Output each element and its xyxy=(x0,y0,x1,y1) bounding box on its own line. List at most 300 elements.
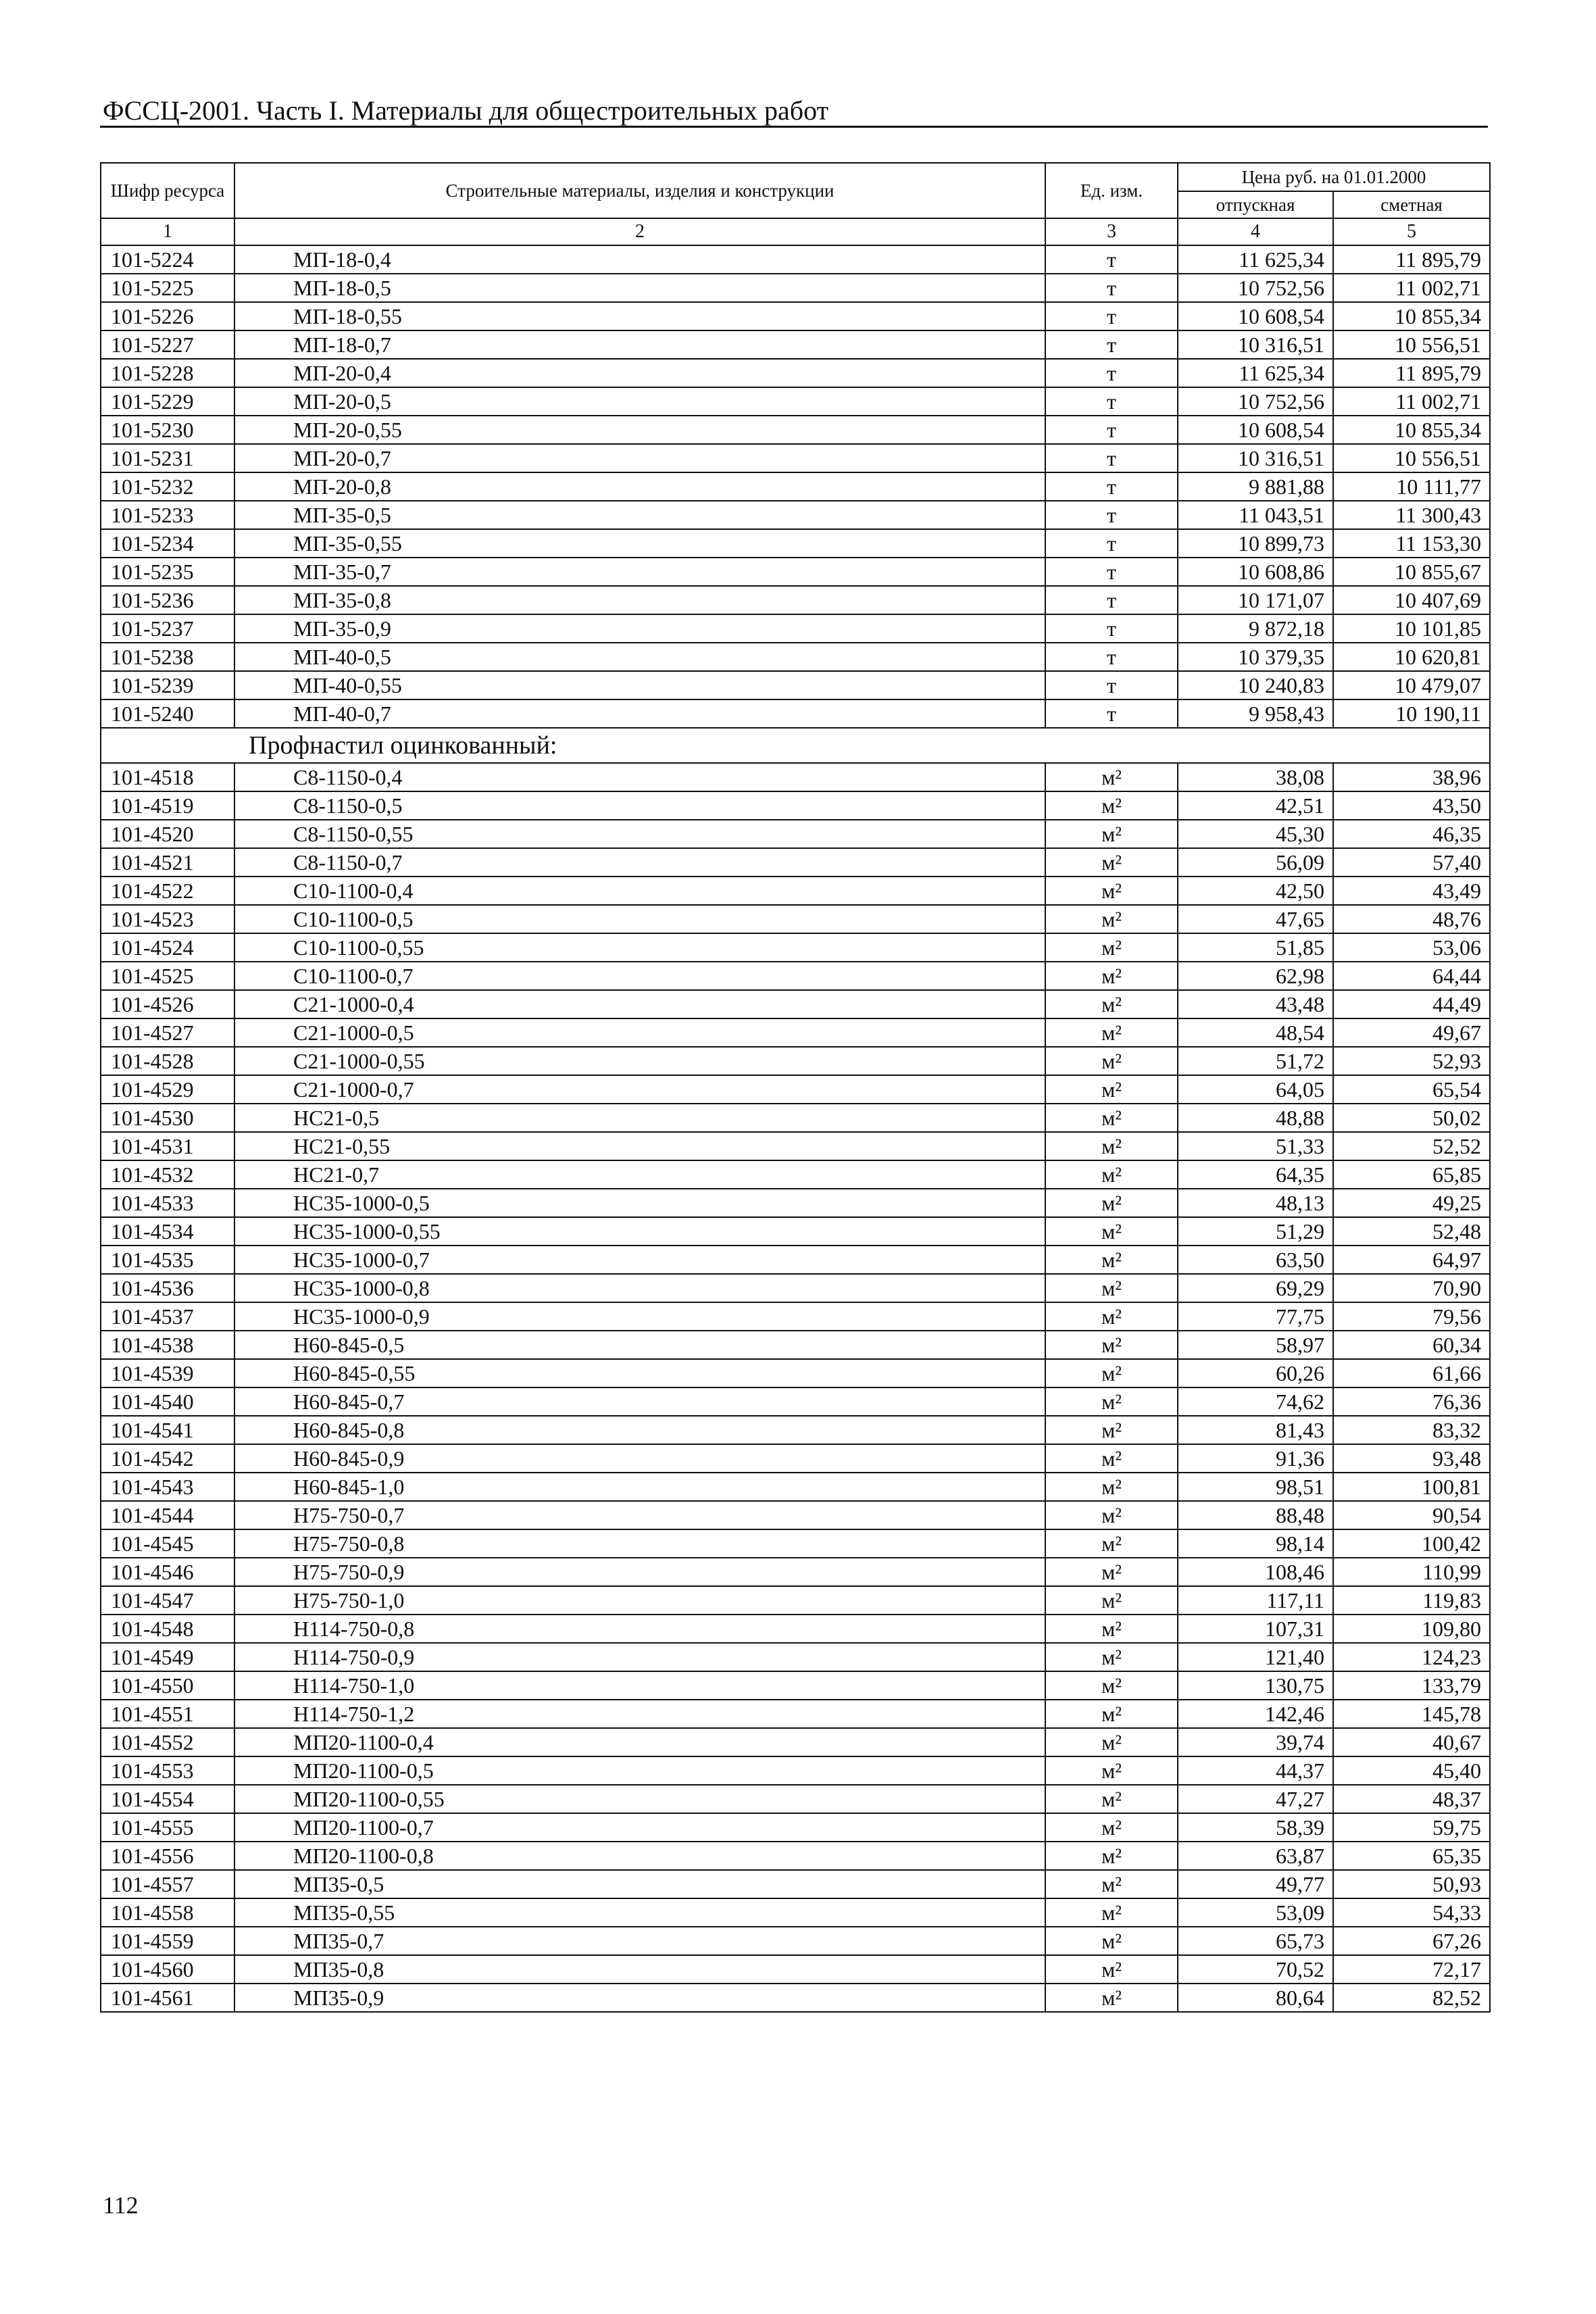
estimate-price-cell: 61,66 xyxy=(1333,1359,1490,1387)
table-row xyxy=(101,1359,1490,1387)
estimate-price-cell: 10 190,11 xyxy=(1333,699,1490,728)
table-row xyxy=(101,1018,1490,1047)
table-row xyxy=(101,529,1490,558)
table-row xyxy=(101,671,1490,699)
unit-cell: м² xyxy=(1045,1927,1178,1955)
page-header-title: ФССЦ-2001. Часть I. Материалы для общестроительных работ xyxy=(103,95,829,126)
resource-code-cell: 101-4538 xyxy=(101,1331,234,1359)
table-row xyxy=(101,962,1490,990)
release-price-cell: 53,09 xyxy=(1178,1898,1333,1927)
material-name-cell: Н60-845-0,55 xyxy=(234,1359,1045,1387)
release-price-cell: 47,27 xyxy=(1178,1785,1333,1813)
table-row xyxy=(101,1387,1490,1416)
table-row xyxy=(101,1671,1490,1700)
column-header-code: Шифр ресурса xyxy=(101,163,234,218)
material-name-cell: МП35-0,5 xyxy=(234,1870,1045,1898)
material-name-cell: НС21-0,7 xyxy=(234,1160,1045,1189)
unit-cell: м² xyxy=(1045,1359,1178,1387)
estimate-price-cell: 10 111,77 xyxy=(1333,472,1490,501)
release-price-cell: 11 625,34 xyxy=(1178,245,1333,274)
resource-code-cell: 101-4545 xyxy=(101,1529,234,1558)
resource-code-cell: 101-4542 xyxy=(101,1444,234,1473)
estimate-price-cell: 10 855,34 xyxy=(1333,302,1490,330)
release-price-cell: 91,36 xyxy=(1178,1444,1333,1473)
material-name-cell: С8-1150-0,55 xyxy=(234,820,1045,848)
table-row xyxy=(101,1643,1490,1671)
unit-cell: т xyxy=(1045,614,1178,643)
unit-cell: м² xyxy=(1045,820,1178,848)
unit-cell: т xyxy=(1045,387,1178,416)
table-row xyxy=(101,1785,1490,1813)
resource-code-cell: 101-4540 xyxy=(101,1387,234,1416)
resource-code-cell: 101-4547 xyxy=(101,1586,234,1615)
table-row xyxy=(101,444,1490,472)
unit-cell: м² xyxy=(1045,848,1178,877)
estimate-price-cell: 10 855,34 xyxy=(1333,416,1490,444)
release-price-cell: 11 625,34 xyxy=(1178,359,1333,387)
resource-code-cell: 101-5240 xyxy=(101,699,234,728)
column-number: 4 xyxy=(1178,218,1333,245)
resource-code-cell: 101-4526 xyxy=(101,990,234,1018)
table-row xyxy=(101,905,1490,933)
unit-cell: м² xyxy=(1045,1274,1178,1302)
unit-cell: т xyxy=(1045,472,1178,501)
material-name-cell: Н60-845-0,7 xyxy=(234,1387,1045,1416)
resource-code-cell: 101-5224 xyxy=(101,245,234,274)
release-price-cell: 10 608,54 xyxy=(1178,416,1333,444)
release-price-cell: 130,75 xyxy=(1178,1671,1333,1700)
section-row xyxy=(101,728,1490,763)
release-price-cell: 60,26 xyxy=(1178,1359,1333,1387)
unit-cell: м² xyxy=(1045,1246,1178,1274)
resource-code-cell: 101-5238 xyxy=(101,643,234,671)
release-price-cell: 45,30 xyxy=(1178,820,1333,848)
column-header-release-price: отпускная xyxy=(1178,191,1333,218)
table-row xyxy=(101,848,1490,877)
material-name-cell: МП-35-0,8 xyxy=(234,586,1045,614)
material-name-cell: Н60-845-0,5 xyxy=(234,1331,1045,1359)
resource-code-cell: 101-4557 xyxy=(101,1870,234,1898)
table-row xyxy=(101,1331,1490,1359)
release-price-cell: 51,72 xyxy=(1178,1047,1333,1075)
material-name-cell: НС21-0,55 xyxy=(234,1132,1045,1160)
material-name-cell: МП-40-0,7 xyxy=(234,699,1045,728)
table-row xyxy=(101,1132,1490,1160)
material-name-cell: НС35-1000-0,5 xyxy=(234,1189,1045,1217)
resource-code-cell: 101-4519 xyxy=(101,791,234,820)
estimate-price-cell: 10 479,07 xyxy=(1333,671,1490,699)
unit-cell: м² xyxy=(1045,1529,1178,1558)
resource-code-cell: 101-4558 xyxy=(101,1898,234,1927)
release-price-cell: 70,52 xyxy=(1178,1955,1333,1984)
material-name-cell: С10-1100-0,7 xyxy=(234,962,1045,990)
resource-code-cell: 101-5229 xyxy=(101,387,234,416)
estimate-price-cell: 119,83 xyxy=(1333,1586,1490,1615)
release-price-cell: 49,77 xyxy=(1178,1870,1333,1898)
material-name-cell: С8-1150-0,5 xyxy=(234,791,1045,820)
unit-cell: м² xyxy=(1045,791,1178,820)
unit-cell: м² xyxy=(1045,1104,1178,1132)
unit-cell: м² xyxy=(1045,1501,1178,1529)
unit-cell: м² xyxy=(1045,1132,1178,1160)
unit-cell: т xyxy=(1045,245,1178,274)
section-row-group xyxy=(101,728,1490,763)
estimate-price-cell: 49,25 xyxy=(1333,1189,1490,1217)
material-name-cell: С10-1100-0,55 xyxy=(234,933,1045,962)
resource-code-cell: 101-4534 xyxy=(101,1217,234,1246)
release-price-cell: 121,40 xyxy=(1178,1643,1333,1671)
table-row xyxy=(101,1870,1490,1898)
release-price-cell: 42,50 xyxy=(1178,877,1333,905)
estimate-price-cell: 133,79 xyxy=(1333,1671,1490,1700)
table-row xyxy=(101,820,1490,848)
resource-code-cell: 101-4521 xyxy=(101,848,234,877)
table-row xyxy=(101,1189,1490,1217)
resource-code-cell: 101-4556 xyxy=(101,1842,234,1870)
unit-cell: м² xyxy=(1045,1189,1178,1217)
table-row xyxy=(101,274,1490,302)
material-name-cell: Н114-750-1,0 xyxy=(234,1671,1045,1700)
unit-cell: м² xyxy=(1045,1984,1178,2012)
unit-cell: т xyxy=(1045,558,1178,586)
resource-code-cell: 101-4552 xyxy=(101,1728,234,1756)
table-header xyxy=(101,163,1490,245)
release-price-cell: 63,50 xyxy=(1178,1246,1333,1274)
unit-cell: м² xyxy=(1045,763,1178,791)
unit-cell: м² xyxy=(1045,1700,1178,1728)
table-row xyxy=(101,990,1490,1018)
resource-code-cell: 101-5233 xyxy=(101,501,234,529)
table-row xyxy=(101,1274,1490,1302)
resource-code-cell: 101-4527 xyxy=(101,1018,234,1047)
material-name-cell: С8-1150-0,4 xyxy=(234,763,1045,791)
release-price-cell: 98,51 xyxy=(1178,1473,1333,1501)
release-price-cell: 51,85 xyxy=(1178,933,1333,962)
unit-cell: м² xyxy=(1045,877,1178,905)
release-price-cell: 80,64 xyxy=(1178,1984,1333,2012)
estimate-price-cell: 60,34 xyxy=(1333,1331,1490,1359)
estimate-price-cell: 70,90 xyxy=(1333,1274,1490,1302)
resource-code-cell: 101-4543 xyxy=(101,1473,234,1501)
unit-cell: м² xyxy=(1045,1217,1178,1246)
resource-code-cell: 101-4544 xyxy=(101,1501,234,1529)
estimate-price-cell: 76,36 xyxy=(1333,1387,1490,1416)
price-table xyxy=(100,162,1491,2013)
material-name-cell: Н75-750-0,9 xyxy=(234,1558,1045,1586)
material-name-cell: С10-1100-0,5 xyxy=(234,905,1045,933)
unit-cell: м² xyxy=(1045,905,1178,933)
release-price-cell: 51,33 xyxy=(1178,1132,1333,1160)
unit-cell: м² xyxy=(1045,1785,1178,1813)
estimate-price-cell: 43,50 xyxy=(1333,791,1490,820)
resource-code-cell: 101-4525 xyxy=(101,962,234,990)
material-name-cell: МП-18-0,4 xyxy=(234,245,1045,274)
table-row xyxy=(101,558,1490,586)
resource-code-cell: 101-4551 xyxy=(101,1700,234,1728)
estimate-price-cell: 10 407,69 xyxy=(1333,586,1490,614)
estimate-price-cell: 100,81 xyxy=(1333,1473,1490,1501)
table-row xyxy=(101,586,1490,614)
unit-cell: т xyxy=(1045,359,1178,387)
resource-code-cell: 101-4548 xyxy=(101,1615,234,1643)
estimate-price-cell: 11 300,43 xyxy=(1333,501,1490,529)
release-price-cell: 10 171,07 xyxy=(1178,586,1333,614)
estimate-price-cell: 44,49 xyxy=(1333,990,1490,1018)
release-price-cell: 65,73 xyxy=(1178,1927,1333,1955)
resource-code-cell: 101-4524 xyxy=(101,933,234,962)
resource-code-cell: 101-4532 xyxy=(101,1160,234,1189)
material-name-cell: Н60-845-0,9 xyxy=(234,1444,1045,1473)
estimate-price-cell: 65,35 xyxy=(1333,1842,1490,1870)
release-price-cell: 47,65 xyxy=(1178,905,1333,933)
estimate-price-cell: 45,40 xyxy=(1333,1756,1490,1785)
estimate-price-cell: 10 855,67 xyxy=(1333,558,1490,586)
release-price-cell: 74,62 xyxy=(1178,1387,1333,1416)
column-number: 1 xyxy=(101,218,234,245)
resource-code-cell: 101-4539 xyxy=(101,1359,234,1387)
unit-cell: т xyxy=(1045,444,1178,472)
estimate-price-cell: 124,23 xyxy=(1333,1643,1490,1671)
material-name-cell: Н75-750-0,8 xyxy=(234,1529,1045,1558)
material-name-cell: МП-20-0,8 xyxy=(234,472,1045,501)
table-body-profiled-sheet xyxy=(101,763,1490,2012)
unit-cell: т xyxy=(1045,274,1178,302)
table-row xyxy=(101,359,1490,387)
material-name-cell: Н75-750-0,7 xyxy=(234,1501,1045,1529)
material-name-cell: НС21-0,5 xyxy=(234,1104,1045,1132)
release-price-cell: 10 899,73 xyxy=(1178,529,1333,558)
resource-code-cell: 101-5225 xyxy=(101,274,234,302)
estimate-price-cell: 72,17 xyxy=(1333,1955,1490,1984)
material-name-cell: МП-40-0,55 xyxy=(234,671,1045,699)
release-price-cell: 43,48 xyxy=(1178,990,1333,1018)
release-price-cell: 64,35 xyxy=(1178,1160,1333,1189)
estimate-price-cell: 83,32 xyxy=(1333,1416,1490,1444)
estimate-price-cell: 64,44 xyxy=(1333,962,1490,990)
table-row xyxy=(101,1416,1490,1444)
table-row xyxy=(101,1615,1490,1643)
table-row xyxy=(101,245,1490,274)
release-price-cell: 10 316,51 xyxy=(1178,330,1333,359)
unit-cell: м² xyxy=(1045,1955,1178,1984)
release-price-cell: 117,11 xyxy=(1178,1586,1333,1615)
table-row xyxy=(101,387,1490,416)
resource-code-cell: 101-4553 xyxy=(101,1756,234,1785)
unit-cell: м² xyxy=(1045,1728,1178,1756)
material-name-cell: С10-1100-0,4 xyxy=(234,877,1045,905)
resource-code-cell: 101-4541 xyxy=(101,1416,234,1444)
material-name-cell: МП-40-0,5 xyxy=(234,643,1045,671)
estimate-price-cell: 110,99 xyxy=(1333,1558,1490,1586)
estimate-price-cell: 10 556,51 xyxy=(1333,330,1490,359)
resource-code-cell: 101-5235 xyxy=(101,558,234,586)
estimate-price-cell: 38,96 xyxy=(1333,763,1490,791)
estimate-price-cell: 65,54 xyxy=(1333,1075,1490,1104)
release-price-cell: 48,54 xyxy=(1178,1018,1333,1047)
release-price-cell: 9 958,43 xyxy=(1178,699,1333,728)
material-name-cell: МП-18-0,5 xyxy=(234,274,1045,302)
unit-cell: м² xyxy=(1045,962,1178,990)
release-price-cell: 98,14 xyxy=(1178,1529,1333,1558)
table-row xyxy=(101,933,1490,962)
table-row xyxy=(101,1444,1490,1473)
column-header-name: Строительные материалы, изделия и конструкции xyxy=(234,163,1045,218)
release-price-cell: 108,46 xyxy=(1178,1558,1333,1586)
unit-cell: т xyxy=(1045,643,1178,671)
table-row xyxy=(101,1842,1490,1870)
release-price-cell: 10 316,51 xyxy=(1178,444,1333,472)
resource-code-cell: 101-4523 xyxy=(101,905,234,933)
estimate-price-cell: 64,97 xyxy=(1333,1246,1490,1274)
unit-cell: м² xyxy=(1045,1870,1178,1898)
unit-cell: т xyxy=(1045,586,1178,614)
resource-code-cell: 101-4522 xyxy=(101,877,234,905)
release-price-cell: 81,43 xyxy=(1178,1416,1333,1444)
material-name-cell: НС35-1000-0,8 xyxy=(234,1274,1045,1302)
column-number-row xyxy=(101,218,1490,245)
material-name-cell: МП35-0,8 xyxy=(234,1955,1045,1984)
material-name-cell: МП-35-0,7 xyxy=(234,558,1045,586)
estimate-price-cell: 50,93 xyxy=(1333,1870,1490,1898)
unit-cell: т xyxy=(1045,529,1178,558)
unit-cell: т xyxy=(1045,302,1178,330)
resource-code-cell: 101-4528 xyxy=(101,1047,234,1075)
release-price-cell: 10 608,86 xyxy=(1178,558,1333,586)
estimate-price-cell: 145,78 xyxy=(1333,1700,1490,1728)
release-price-cell: 44,37 xyxy=(1178,1756,1333,1785)
release-price-cell: 58,97 xyxy=(1178,1331,1333,1359)
estimate-price-cell: 53,06 xyxy=(1333,933,1490,962)
estimate-price-cell: 11 895,79 xyxy=(1333,245,1490,274)
unit-cell: м² xyxy=(1045,1842,1178,1870)
unit-cell: м² xyxy=(1045,1473,1178,1501)
estimate-price-cell: 82,52 xyxy=(1333,1984,1490,2012)
resource-code-cell: 101-5226 xyxy=(101,302,234,330)
resource-code-cell: 101-4537 xyxy=(101,1302,234,1331)
material-name-cell: МП-20-0,7 xyxy=(234,444,1045,472)
table-row xyxy=(101,1075,1490,1104)
material-name-cell: С21-1000-0,5 xyxy=(234,1018,1045,1047)
table-row xyxy=(101,1473,1490,1501)
material-name-cell: МП-20-0,5 xyxy=(234,387,1045,416)
estimate-price-cell: 109,80 xyxy=(1333,1615,1490,1643)
material-name-cell: С21-1000-0,7 xyxy=(234,1075,1045,1104)
table-row xyxy=(101,1104,1490,1132)
column-header-unit: Ед. изм. xyxy=(1045,163,1178,218)
table-row xyxy=(101,1302,1490,1331)
table-row xyxy=(101,1898,1490,1927)
release-price-cell: 48,13 xyxy=(1178,1189,1333,1217)
unit-cell: м² xyxy=(1045,1671,1178,1700)
estimate-price-cell: 100,42 xyxy=(1333,1529,1490,1558)
column-number: 2 xyxy=(234,218,1045,245)
resource-code-cell: 101-4533 xyxy=(101,1189,234,1217)
table-row xyxy=(101,614,1490,643)
table-row xyxy=(101,1558,1490,1586)
unit-cell: т xyxy=(1045,671,1178,699)
material-name-cell: МП20-1100-0,8 xyxy=(234,1842,1045,1870)
material-name-cell: МП20-1100-0,55 xyxy=(234,1785,1045,1813)
release-price-cell: 69,29 xyxy=(1178,1274,1333,1302)
table-row xyxy=(101,1160,1490,1189)
release-price-cell: 10 752,56 xyxy=(1178,274,1333,302)
resource-code-cell: 101-4559 xyxy=(101,1927,234,1955)
release-price-cell: 56,09 xyxy=(1178,848,1333,877)
estimate-price-cell: 79,56 xyxy=(1333,1302,1490,1331)
column-header-price: Цена руб. на 01.01.2000 xyxy=(1178,163,1490,191)
estimate-price-cell: 10 101,85 xyxy=(1333,614,1490,643)
release-price-cell: 11 043,51 xyxy=(1178,501,1333,529)
material-name-cell: С8-1150-0,7 xyxy=(234,848,1045,877)
release-price-cell: 39,74 xyxy=(1178,1728,1333,1756)
estimate-price-cell: 48,37 xyxy=(1333,1785,1490,1813)
resource-code-cell: 101-4536 xyxy=(101,1274,234,1302)
estimate-price-cell: 10 556,51 xyxy=(1333,444,1490,472)
material-name-cell: Н60-845-1,0 xyxy=(234,1473,1045,1501)
unit-cell: м² xyxy=(1045,1615,1178,1643)
release-price-cell: 64,05 xyxy=(1178,1075,1333,1104)
table-row xyxy=(101,1501,1490,1529)
resource-code-cell: 101-5232 xyxy=(101,472,234,501)
release-price-cell: 88,48 xyxy=(1178,1501,1333,1529)
unit-cell: м² xyxy=(1045,1160,1178,1189)
unit-cell: м² xyxy=(1045,1558,1178,1586)
release-price-cell: 10 379,35 xyxy=(1178,643,1333,671)
estimate-price-cell: 52,52 xyxy=(1333,1132,1490,1160)
unit-cell: м² xyxy=(1045,1302,1178,1331)
release-price-cell: 51,29 xyxy=(1178,1217,1333,1246)
table-row xyxy=(101,1728,1490,1756)
release-price-cell: 38,08 xyxy=(1178,763,1333,791)
unit-cell: м² xyxy=(1045,1416,1178,1444)
estimate-price-cell: 49,67 xyxy=(1333,1018,1490,1047)
unit-cell: т xyxy=(1045,330,1178,359)
table-row xyxy=(101,877,1490,905)
release-price-cell: 9 872,18 xyxy=(1178,614,1333,643)
estimate-price-cell: 57,40 xyxy=(1333,848,1490,877)
material-name-cell: МП20-1100-0,7 xyxy=(234,1813,1045,1842)
material-name-cell: МП-18-0,55 xyxy=(234,302,1045,330)
material-name-cell: МП20-1100-0,5 xyxy=(234,1756,1045,1785)
resource-code-cell: 101-5236 xyxy=(101,586,234,614)
resource-code-cell: 101-4531 xyxy=(101,1132,234,1160)
resource-code-cell: 101-4530 xyxy=(101,1104,234,1132)
header-rule xyxy=(100,126,1488,128)
material-name-cell: МП-20-0,4 xyxy=(234,359,1045,387)
table-row xyxy=(101,643,1490,671)
table-row xyxy=(101,1047,1490,1075)
table-row xyxy=(101,1586,1490,1615)
table-body-steel-sheet xyxy=(101,245,1490,728)
estimate-price-cell: 54,33 xyxy=(1333,1898,1490,1927)
table-row xyxy=(101,501,1490,529)
release-price-cell: 48,88 xyxy=(1178,1104,1333,1132)
release-price-cell: 10 752,56 xyxy=(1178,387,1333,416)
material-name-cell: Н60-845-0,8 xyxy=(234,1416,1045,1444)
material-name-cell: НС35-1000-0,55 xyxy=(234,1217,1045,1246)
estimate-price-cell: 43,49 xyxy=(1333,877,1490,905)
material-name-cell: НС35-1000-0,9 xyxy=(234,1302,1045,1331)
material-name-cell: Н75-750-1,0 xyxy=(234,1586,1045,1615)
resource-code-cell: 101-5234 xyxy=(101,529,234,558)
section-title: Профнастил оцинкованный: xyxy=(101,728,1490,763)
table-row xyxy=(101,699,1490,728)
release-price-cell: 42,51 xyxy=(1178,791,1333,820)
unit-cell: м² xyxy=(1045,1586,1178,1615)
release-price-cell: 62,98 xyxy=(1178,962,1333,990)
material-name-cell: МП35-0,9 xyxy=(234,1984,1045,2012)
material-name-cell: Н114-750-0,8 xyxy=(234,1615,1045,1643)
